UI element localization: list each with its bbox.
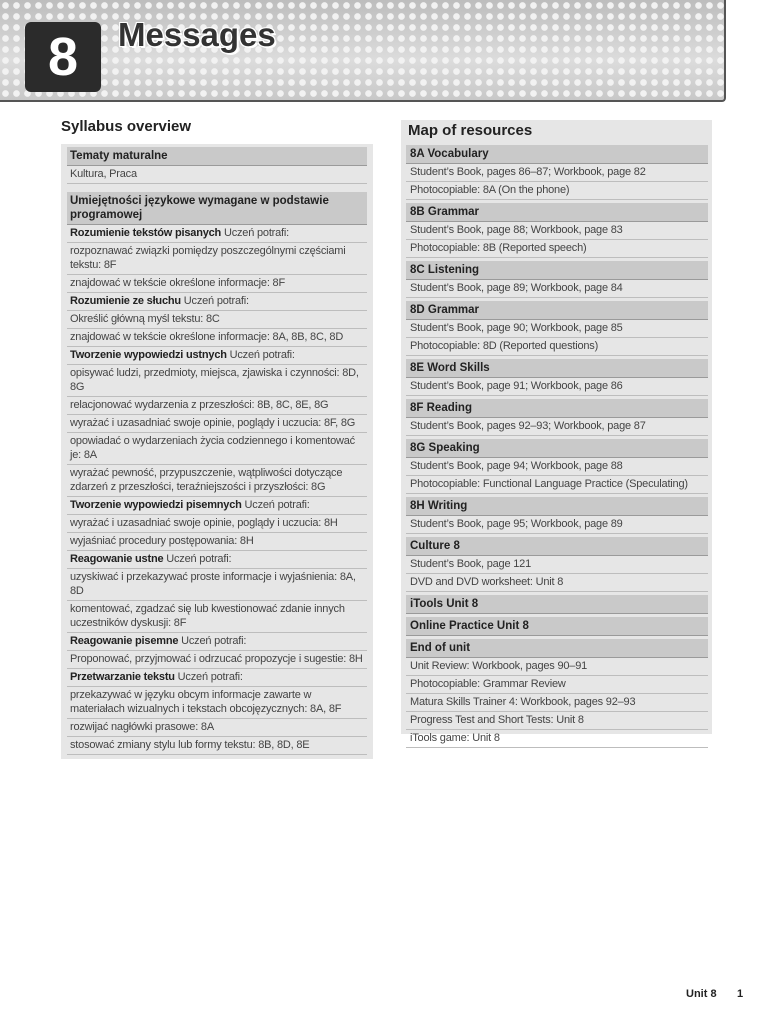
skill-category-row [67, 669, 367, 687]
skill-category-row [67, 551, 367, 569]
skill-text: opisywać ludzi, przedmioty, miejsca, zjawiska i czynności: 8D, 8G [70, 367, 359, 393]
skills-heading: Umiejętności językowe wymagane w podstawie programowej [67, 192, 367, 225]
footer-unit-label: Unit 8 [686, 988, 717, 1000]
skill-text: znajdować w tekście określone informacje: 8A, 8B, 8C, 8D [70, 331, 344, 343]
skill-text: wyrażać pewność, przypuszczenie, wątpliwości dotyczące zdarzeń z przeszłości, teraźniejszości i przyszłości: 8G [70, 467, 343, 493]
syllabus-heading: Syllabus overview [61, 118, 192, 135]
skill-text: przekazywać w języku obcym informacje zawarte w materiałach wizualnych i tekstach obcojęzycznych: 8A, 8F [70, 689, 342, 715]
resource-item: Photocopiable: 8D (Reported questions) [406, 338, 708, 356]
resource-group-title: 8C Listening [406, 261, 708, 280]
skill-row [67, 719, 367, 737]
skill-row [67, 329, 367, 347]
resource-item: DVD and DVD worksheet: Unit 8 [406, 574, 708, 592]
resource-group [406, 595, 708, 614]
resource-groups [406, 145, 708, 748]
skill-text: rozpoznawać związki pomiędzy poszczególnymi częściami tekstu: 8F [70, 245, 346, 271]
skill-text: uzyskiwać i przekazywać proste informacje i wyjaśnienia: 8A, 8D [70, 571, 356, 597]
resource-item: Photocopiable: Grammar Review [406, 676, 708, 694]
resource-group-title: 8G Speaking [406, 439, 708, 458]
skill-row [67, 687, 367, 719]
skill-category-row [67, 293, 367, 311]
skill-category-label: Tworzenie wypowiedzi pisemnych [70, 499, 242, 511]
skill-text: rozwijać nagłówki prasowe: 8A [70, 721, 214, 733]
resource-group [406, 301, 708, 356]
topics-value: Kultura, Praca [67, 166, 367, 184]
skill-category-label: Tworzenie wypowiedzi ustnych [70, 349, 227, 361]
resource-group-title: iTools Unit 8 [406, 595, 708, 614]
skill-row [67, 243, 367, 275]
footer-page-number: 1 [737, 988, 744, 1000]
resource-item: Student’s Book, page 88; Workbook, page 83 [406, 222, 708, 240]
skill-text: Uczeń potrafi: [226, 349, 295, 361]
resource-group-title: Culture 8 [406, 537, 708, 556]
skill-text: Uczeń potrafi: [241, 499, 310, 511]
resource-item: Photocopiable: Functional Language Practice (Speculating) [406, 476, 708, 494]
skill-category-label: Reagowanie ustne [70, 553, 164, 565]
skill-category-row [67, 225, 367, 243]
resource-group [406, 639, 708, 748]
resource-item: iTools game: Unit 8 [406, 730, 708, 748]
skill-row [67, 515, 367, 533]
skill-row [67, 433, 367, 465]
skills-list [67, 225, 367, 755]
skill-text: relacjonować wydarzenia z przeszłości: 8B, 8C, 8E, 8G [70, 399, 329, 411]
resource-item: Student’s Book, page 121 [406, 556, 708, 574]
skill-row [67, 737, 367, 755]
skill-text: komentować, zgadzać się lub kwestionować zdanie innych uczestników dyskusji: 8F [70, 603, 345, 629]
syllabus-table [61, 144, 373, 759]
resource-group-title: Online Practice Unit 8 [406, 617, 708, 636]
unit-number-badge: 8 [25, 22, 101, 92]
skill-text: Proponować, przyjmować i odrzucać propozycje i sugestie: 8H [70, 653, 363, 665]
skill-text: Uczeń potrafi: [174, 671, 243, 683]
resource-group-title: 8A Vocabulary [406, 145, 708, 164]
resource-item: Student’s Book, page 95; Workbook, page 89 [406, 516, 708, 534]
skill-category-row [67, 347, 367, 365]
resources-panel [401, 120, 712, 744]
resource-group [406, 497, 708, 534]
skill-row [67, 601, 367, 633]
resource-item: Student’s Book, page 91; Workbook, page 86 [406, 378, 708, 396]
skill-text: Uczeń potrafi: [180, 295, 249, 307]
resource-group [406, 439, 708, 494]
skill-text: Uczeń potrafi: [221, 227, 290, 239]
skill-row [67, 311, 367, 329]
resource-group-title: 8E Word Skills [406, 359, 708, 378]
skill-category-label: Rozumienie ze słuchu [70, 295, 181, 307]
skill-category-label: Przetwarzanie tekstu [70, 671, 175, 683]
resources-heading: Map of resources [408, 122, 533, 139]
resource-group [406, 359, 708, 396]
skill-row [67, 397, 367, 415]
resource-group-title: 8F Reading [406, 399, 708, 418]
skill-row [67, 465, 367, 497]
skill-category-label: Rozumienie tekstów pisanych [70, 227, 222, 239]
skill-row [67, 651, 367, 669]
skill-row [67, 569, 367, 601]
resource-group [406, 203, 708, 258]
resource-item: Student’s Book, page 89; Workbook, page 84 [406, 280, 708, 298]
skill-row [67, 275, 367, 293]
resource-group [406, 399, 708, 436]
skill-text: znajdować w tekście określone informacje: 8F [70, 277, 285, 289]
skill-text: stosować zmiany stylu lub formy tekstu: 8B, 8D, 8E [70, 739, 310, 751]
skill-text: wyrażać i uzasadniać swoje opinie, poglądy i uczucia: 8H [70, 517, 338, 529]
skill-row [67, 533, 367, 551]
resource-group [406, 617, 708, 636]
resource-item: Unit Review: Workbook, pages 90–91 [406, 658, 708, 676]
skill-text: opowiadać o wydarzeniach życia codziennego i komentować je: 8A [70, 435, 355, 461]
resource-item: Matura Skills Trainer 4: Workbook, pages 92–93 [406, 694, 708, 712]
skill-text: Określić główną myśl tekstu: 8C [70, 313, 220, 325]
topics-heading: Tematy maturalne [67, 147, 367, 166]
skill-text: wyrażać i uzasadniać swoje opinie, poglądy i uczucia: 8F, 8G [70, 417, 356, 429]
resource-item: Student’s Book, pages 92–93; Workbook, page 87 [406, 418, 708, 436]
resource-group [406, 145, 708, 200]
resource-group-title: 8B Grammar [406, 203, 708, 222]
resource-item: Student’s Book, page 94; Workbook, page 88 [406, 458, 708, 476]
resource-group-title: 8H Writing [406, 497, 708, 516]
skill-text: Uczeń potrafi: [163, 553, 232, 565]
resource-item: Photocopiable: 8B (Reported speech) [406, 240, 708, 258]
skill-text: Uczeń potrafi: [178, 635, 247, 647]
skill-text: wyjaśniać procedury postępowania: 8H [70, 535, 254, 547]
skill-row [67, 415, 367, 433]
resource-item: Photocopiable: 8A (On the phone) [406, 182, 708, 200]
unit-title: Messages [118, 16, 276, 53]
resource-group [406, 261, 708, 298]
resource-group [406, 537, 708, 592]
skill-category-label: Reagowanie pisemne [70, 635, 179, 647]
skill-category-row [67, 497, 367, 515]
skill-category-row [67, 633, 367, 651]
resource-group-title: End of unit [406, 639, 708, 658]
resource-item: Student’s Book, pages 86–87; Workbook, page 82 [406, 164, 708, 182]
unit-banner [0, 0, 726, 102]
resource-item: Progress Test and Short Tests: Unit 8 [406, 712, 708, 730]
skill-row [67, 365, 367, 397]
resource-item: Student’s Book, page 90; Workbook, page 85 [406, 320, 708, 338]
resource-group-title: 8D Grammar [406, 301, 708, 320]
